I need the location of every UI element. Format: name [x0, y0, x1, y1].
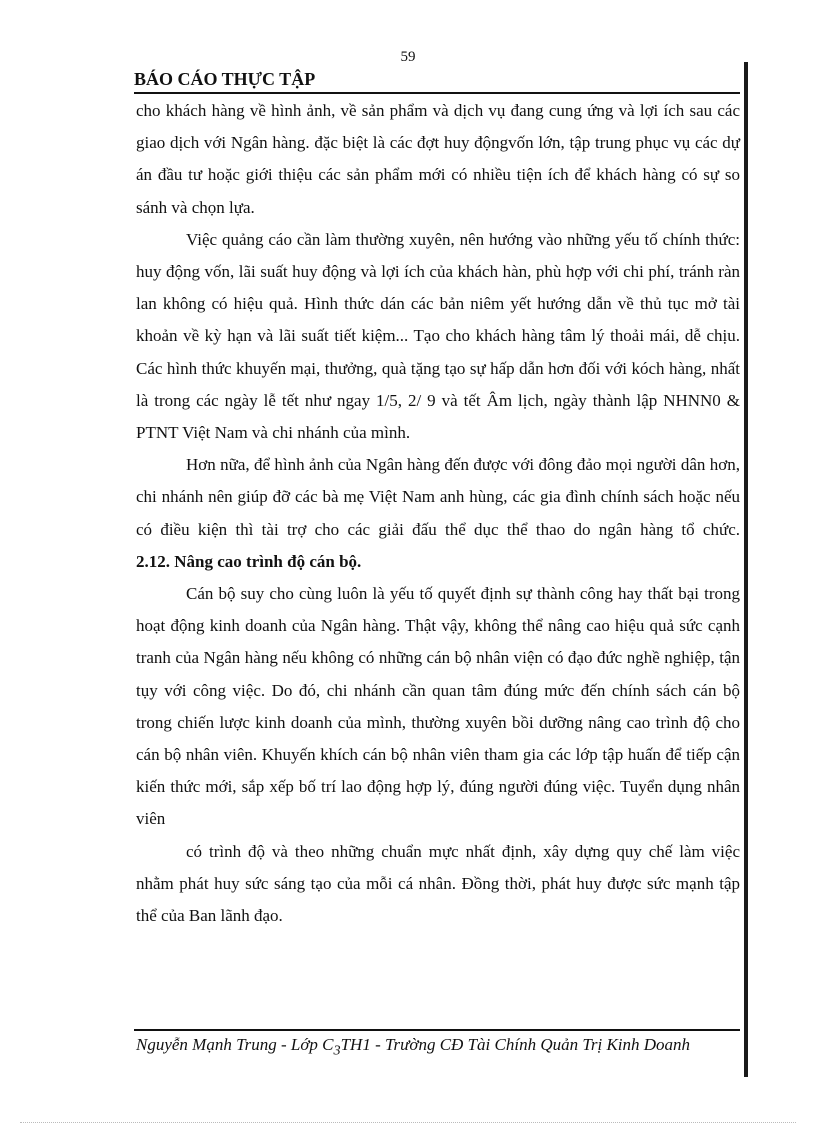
paragraph-recruitment: có trình độ và theo những chuẩn mực nhất định, xây dựng quy chế làm việc nhằm phát huy sức sáng tạo của mỗi cá nhân. Đồng thời, phát huy được sức mạnh tập thể của Ban lãnh đạo. [136, 841, 740, 926]
footer-rule [134, 1029, 740, 1031]
footer-text [136, 1034, 740, 1061]
paragraph-staff: Cán bộ suy cho cùng luôn là yếu tố quyết định sự thành công hay thất bại trong hoạt động kinh doanh của Ngân hàng. Thật vậy, không thể nâng cao hiệu quả sức cạnh tranh của Ngân hàng nếu không có những cán bộ nhân viện có đạo đức nghề nghiệp, tận tụy với công việc. Do đó, chi nhánh cần quan tâm đúng mức đến chính sách cán bộ trong chiến lược kinh doanh của mình, thường xuyên bồi dưỡng nâng cao trình độ cho cán bộ nhân viên. Khuyến khích cán bộ nhân viên tham gia các lớp tập huấn để tiếp cận kiến thức mới, sắp xếp bố trí lao động hợp lý, đúng người đúng việc. Tuyển dụng nhân viên [136, 584, 740, 829]
paragraph-public-image: Hơn nữa, để hình ảnh của Ngân hàng đến được với đông đảo mọi người dân hơn, chi nhánh nên giúp đỡ các bà mẹ Việt Nam anh hùng, các gia đình chính sách hoặc nếu có điều kiện thì tài trợ cho các giải đấu thể dục thể thao do ngân hàng tổ chức. [136, 455, 740, 539]
paragraph-continuation: cho khách hàng về hình ảnh, về sản phẩm và dịch vụ đang cung ứng và lợi ích sau các giao dịch với Ngân hàng. đặc biệt là các đợt huy độngvốn lớn, tập trung phục vụ các dự án đầu tư hoặc giới thiệu các sản phẩm mới có nhiều tiện ích để khách hàng có sự so sánh và chọn lựa. [136, 101, 740, 217]
footer-subscript: 3 [333, 1042, 341, 1059]
paragraph-advertising: Việc quảng cáo cần làm thường xuyên, nên hướng vào những yếu tố chính thức: huy động vốn, lãi suất huy động và lợi ích của khách hàn, phù hợp với chi phí, tránh ràn lan không có hiệu quả. Hình thức dán các bản niêm yết hướng dẫn về thủ tục mở tài khoản về kỳ hạn và lãi suất tiết kiệm... Tạo cho khách hàng tâm lý thoải mái, dễ chịu. Các hình thức khuyến mại, thưởng, quà tặng tạo sự hấp dẫn hơn đối với kóch hàng, nhất là trong các ngày lễ tết như ngay 1/5, 2/ 9 và tết Âm lịch, ngày thành lập NHNN0 & PTNT Việt Nam và chi nhánh của mình. [136, 229, 740, 443]
footer-school: TH1 - Trường CĐ Tài Chính Quản Trị Kinh Doanh [340, 1035, 691, 1054]
page-number: 59 [400, 49, 416, 65]
document-body [136, 95, 740, 932]
page-border-shadow [744, 62, 748, 1077]
footer-author-class: Nguyễn Mạnh Trung - Lớp C [136, 1035, 334, 1054]
section-heading: 2.12. Nâng cao trình độ cán bộ. [136, 551, 362, 571]
document-header-title: BÁO CÁO THỰC TẬP [134, 68, 740, 94]
